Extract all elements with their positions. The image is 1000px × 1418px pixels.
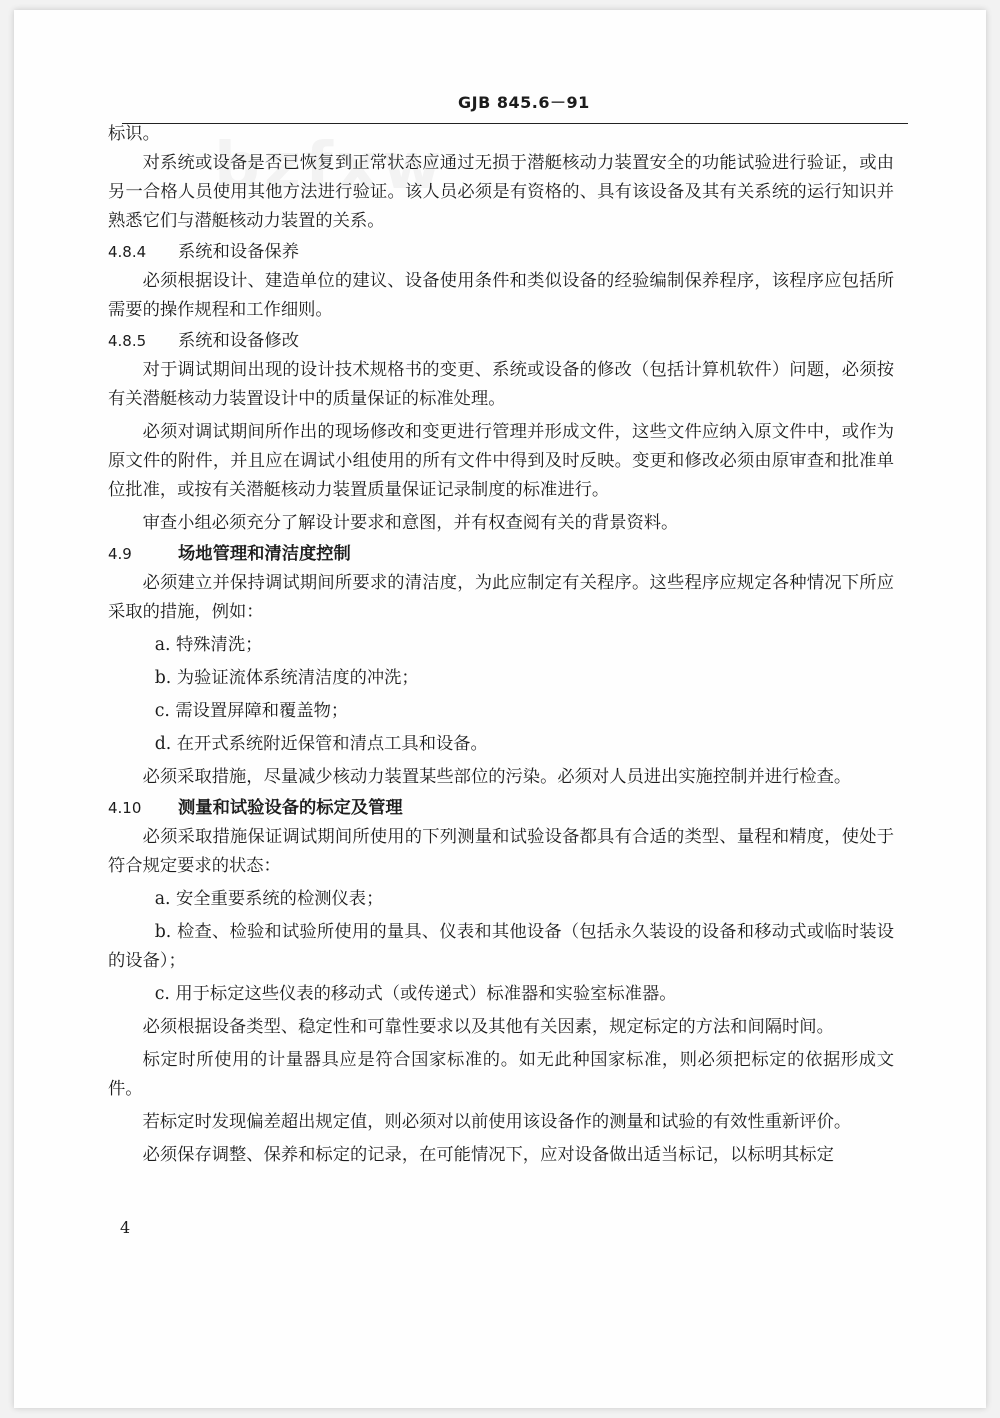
paragraph: 必须采取措施保证调试期间所使用的下列测量和试验设备都具有合适的类型、量程和精度，使处于符合规定要求的状态： — [108, 827, 894, 876]
paragraph: 若标定时发现偏差超出规定值，则必须对以前使用该设备作的测量和试验的有效性重新评价。 — [142, 1112, 852, 1132]
page-number: 4 — [120, 1218, 131, 1237]
section-title: 测量和试验设备的标定及管理 — [178, 798, 403, 818]
paragraph: 必须根据设备类型、稳定性和可靠性要求以及其他有关因素，规定标定的方法和间隔时间。 — [142, 1017, 834, 1037]
section-number: 4.9 — [108, 545, 132, 563]
paragraph: 必须采取措施，尽量减少核动力装置某些部位的污染。必须对人员进出实施控制并进行检查。 — [142, 767, 852, 787]
list-item: c. 需设置屏障和覆盖物； — [154, 701, 349, 721]
section-number: 4.10 — [108, 799, 142, 817]
list-item: c. 用于标定这些仪表的移动式（或传递式）标准器和实验室标准器。 — [154, 984, 677, 1004]
paragraph: 对于调试期间出现的设计技术规格书的变更、系统或设备的修改（包括计算机软件）问题，必须按有关潜艇核动力装置设计中的质量保证的标准处理。 — [108, 360, 894, 409]
section-title: 系统和设备修改 — [178, 331, 299, 351]
section-heading-4-10 — [108, 794, 894, 823]
paragraph: 对系统或设备是否已恢复到正常状态应通过无损于潜艇核动力装置安全的功能试验进行验证，或由另一合格人员使用其他方法进行验证。该人员必须是有资格的、具有该设备及其有关系统的运行知识并熟悉它们与潜艇核动力装置的关系。 — [108, 153, 894, 231]
doc-code-header: GJB 845.6－91 — [458, 93, 590, 112]
section-number: 4.8.5 — [108, 332, 147, 350]
document-body — [108, 120, 894, 1170]
section-title: 场地管理和清洁度控制 — [178, 544, 351, 564]
section-heading-4-9 — [108, 540, 894, 569]
list-item: a. 特殊清洗； — [154, 635, 263, 655]
paragraph: 必须建立并保持调试期间所要求的清洁度，为此应制定有关程序。这些程序应规定各种情况下所应采取的措施，例如： — [108, 573, 894, 622]
section-heading-4-8-4 — [108, 238, 894, 267]
paragraph: 必须对调试期间所作出的现场修改和变更进行管理并形成文件，这些文件应纳入原文件中，或作为原文件的附件，并且应在调试小组使用的所有文件中得到及时反映。变更和修改必须由原审查和批准单位批准，或按有关潜艇核动力装置质量保证记录制度的标准进行。 — [108, 422, 894, 500]
paragraph: 标定时所使用的计量器具应是符合国家标准的。如无此种国家标准，则必须把标定的依据形成文件。 — [108, 1050, 894, 1099]
paragraph: 必须保存调整、保养和标定的记录，在可能情况下，应对设备做出适当标记，以标明其标定 — [142, 1145, 834, 1165]
section-heading-4-8-5 — [108, 327, 894, 356]
paragraph: 标识。 — [108, 124, 160, 144]
section-title: 系统和设备保养 — [178, 242, 299, 262]
list-item: a. 安全重要系统的检测仪表； — [154, 889, 384, 909]
list-item: b. 为验证流体系统清洁度的冲洗； — [154, 668, 419, 688]
paragraph: 审查小组必须充分了解设计要求和意图，并有权查阅有关的背景资料。 — [142, 513, 679, 533]
list-item: d. 在开式系统附近保管和清点工具和设备。 — [154, 734, 488, 754]
paragraph: 必须根据设计、建造单位的建议、设备使用条件和类似设备的经验编制保养程序，该程序应包括所需要的操作规程和工作细则。 — [108, 271, 894, 320]
section-number: 4.8.4 — [108, 243, 147, 261]
list-item: b. 检查、检验和试验所使用的量具、仪表和其他设备（包括永久装设的设备和移动式或临时装设的设备）； — [108, 922, 894, 971]
